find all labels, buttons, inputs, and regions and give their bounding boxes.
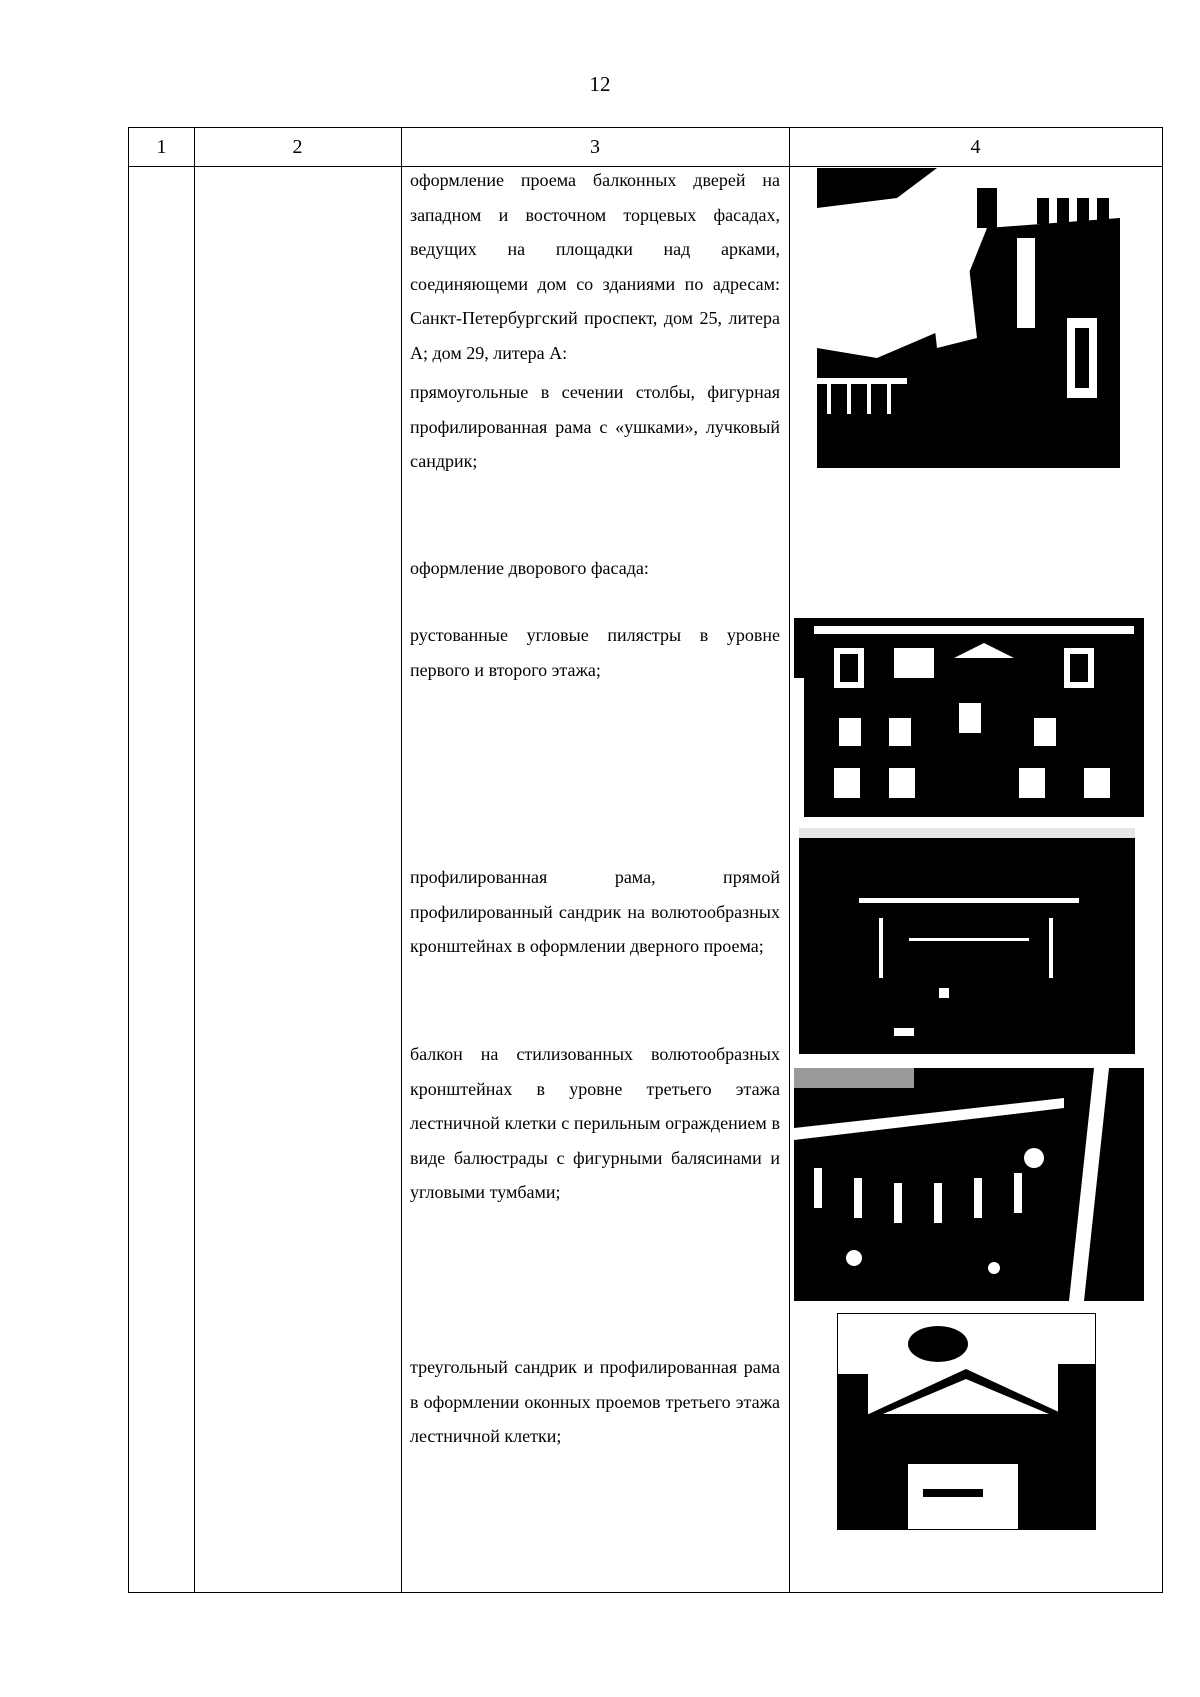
column-divider: [789, 128, 790, 1592]
column-header-1: 1: [156, 136, 167, 158]
column-header-2: 2: [292, 136, 303, 158]
photo-courtyard-facade: [794, 588, 1144, 817]
column-header-3: 3: [590, 136, 600, 158]
paragraph-pillars-frame: прямоугольные в сечении столбы, фигурная профилированная рама с «ушками», лучковый сандрик;: [410, 382, 780, 472]
column-header-4: 4: [970, 136, 981, 158]
page-number: 12: [589, 72, 611, 96]
paragraph-balcony-doors: оформление проема балконных дверей на западном и восточном торцевых фасадах, ведущих на площадки над арками, соединяющеми дом со зданиями по адресам: Санкт-Петербургский проспект, дом 25, литера А; дом 29, литера А:: [410, 170, 780, 363]
photo-balcony-balustrade: [794, 1068, 1144, 1301]
column-divider: [194, 128, 195, 1592]
photo-door-frame: [799, 828, 1135, 1054]
paragraph-door-frame: профилированная рама, прямой профилированный сандрик на волютообразных кронштейнах в оформлении дверного проема;: [410, 867, 780, 957]
paragraph-balcony-balustrade: балкон на стилизованных волютообразных кронштейнах в уровне третьего этажа лестничной клетки с перильным ограждением в виде балюстрады с фигурными балясинами и угловыми тумбами;: [410, 1044, 780, 1203]
column-divider: [401, 128, 402, 1592]
photo-balcony-door: [817, 168, 1120, 468]
paragraph-rusticated-pilasters: рустованные угловые пилястры в уровне первого и второго этажа;: [410, 625, 780, 680]
paragraph-courtyard-facade: оформление дворового фасада:: [410, 558, 649, 578]
photo-triangular-pediment: [837, 1313, 1096, 1530]
paragraph-triangular-pediment: треугольный сандрик и профилированная рама в оформлении оконных проемов третьего этажа лестничной клетки;: [410, 1357, 780, 1447]
